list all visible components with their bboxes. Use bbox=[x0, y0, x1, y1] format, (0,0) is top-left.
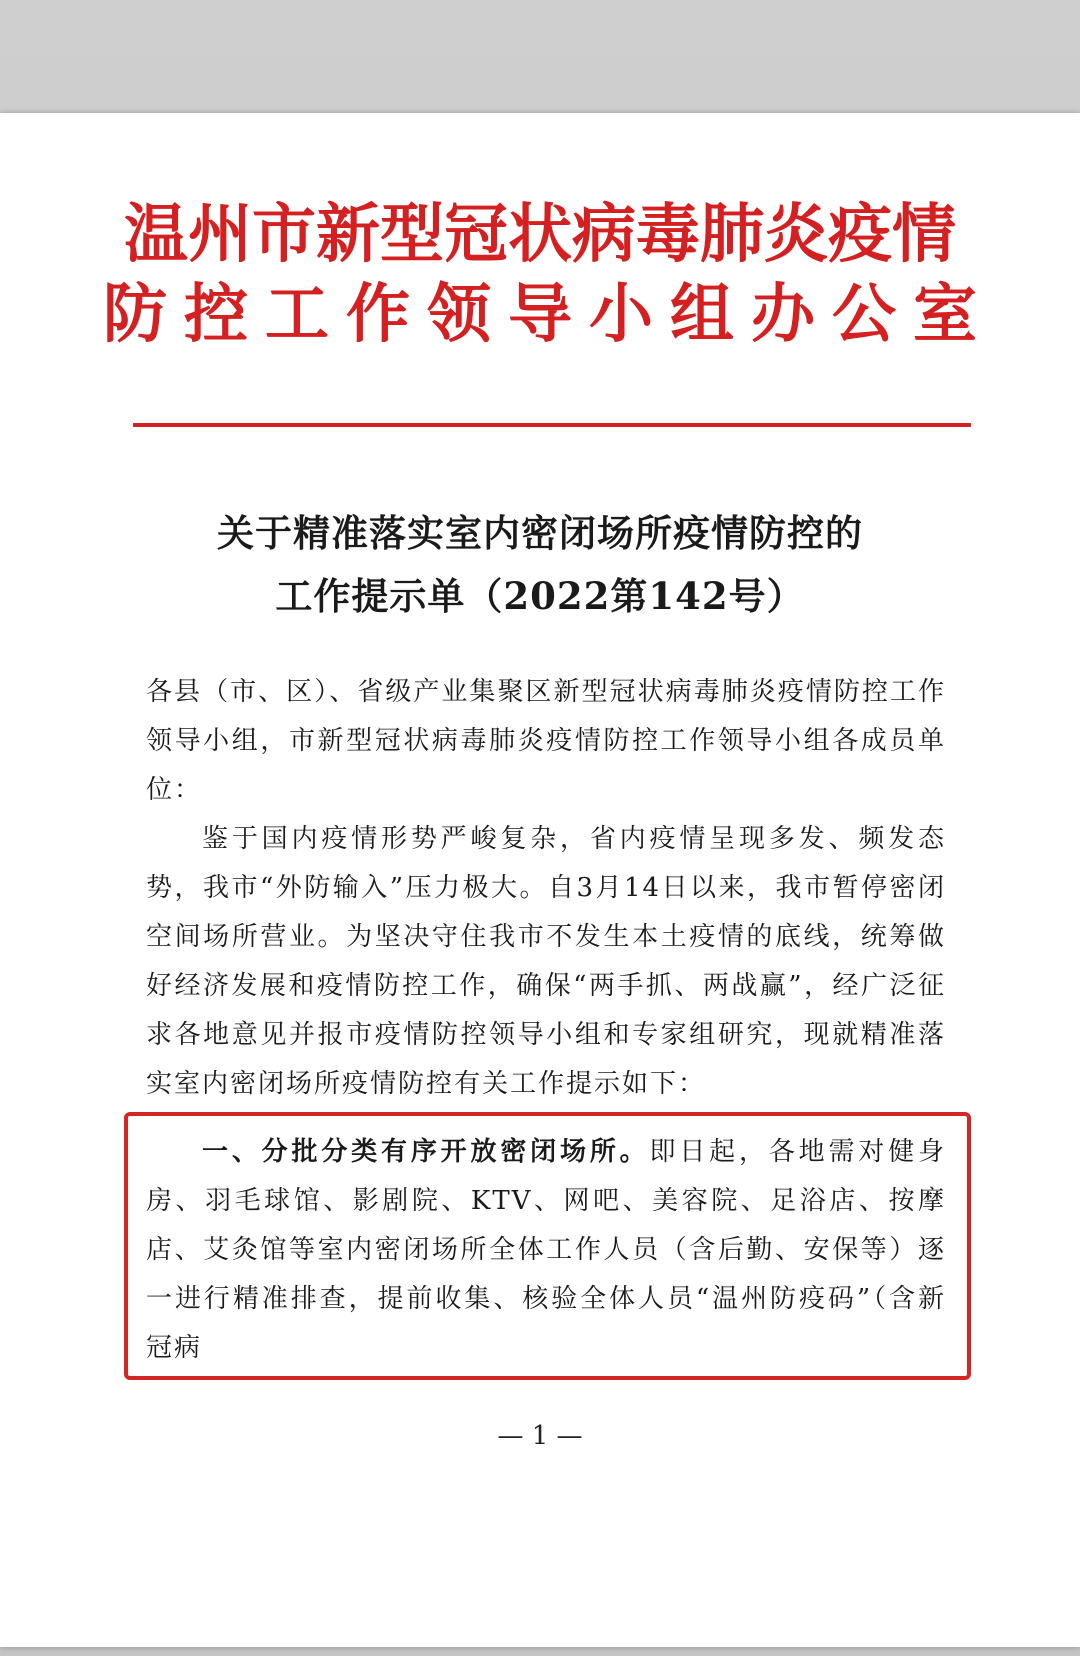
title-line-1: 关于精准落实室内密闭场所疫情防控的 bbox=[217, 511, 863, 555]
section-1-text: 即日起，各地需对健身房、羽毛球馆、影剧院、KTV、网吧、美容院、足浴店、按摩店、艾灸馆等室内密闭场所全体工作人员（含后勤、安保等）逐一进行精准排查，提前收集、核验全体人员“温州防疫码”（含新冠病 bbox=[146, 1137, 946, 1363]
red-divider-rule bbox=[133, 423, 971, 427]
intro-paragraph: 鉴于国内疫情形势严峻复杂，省内疫情呈现多发、频发态势，我市“外防输入”压力极大。自3月14日以来，我市暂停密闭空间场所营业。为坚决守住我市不发生本土疫情的底线，统筹做好经济发展和疫情防控工作，确保“两手抓、两战赢”，经广泛征求各地意见并报市疫情防控领导小组和专家组研究，现就精准落实室内密闭场所疫情防控有关工作提示如下： bbox=[146, 824, 946, 1099]
page-number: — 1 — bbox=[497, 1421, 583, 1451]
document-body bbox=[146, 668, 946, 1109]
salutation: 各县（市、区）、省级产业集聚区新型冠状病毒肺炎疫情防控工作领导小组，市新型冠状病毒肺炎疫情防控工作领导小组各成员单位： bbox=[146, 677, 946, 805]
section-1-paragraph bbox=[146, 1128, 946, 1373]
authority-line-1: 温州市新型冠状病毒肺炎疫情 bbox=[124, 197, 956, 272]
issuing-authority-header bbox=[0, 195, 1080, 355]
section-1-heading: 一、分批分类有序开放密闭场所。 bbox=[202, 1137, 650, 1167]
authority-line-2: 防控工作领导小组办公室 bbox=[103, 277, 994, 352]
document-title bbox=[0, 502, 1080, 628]
title-line-2: 工作提示单（2022第142号） bbox=[275, 574, 805, 618]
